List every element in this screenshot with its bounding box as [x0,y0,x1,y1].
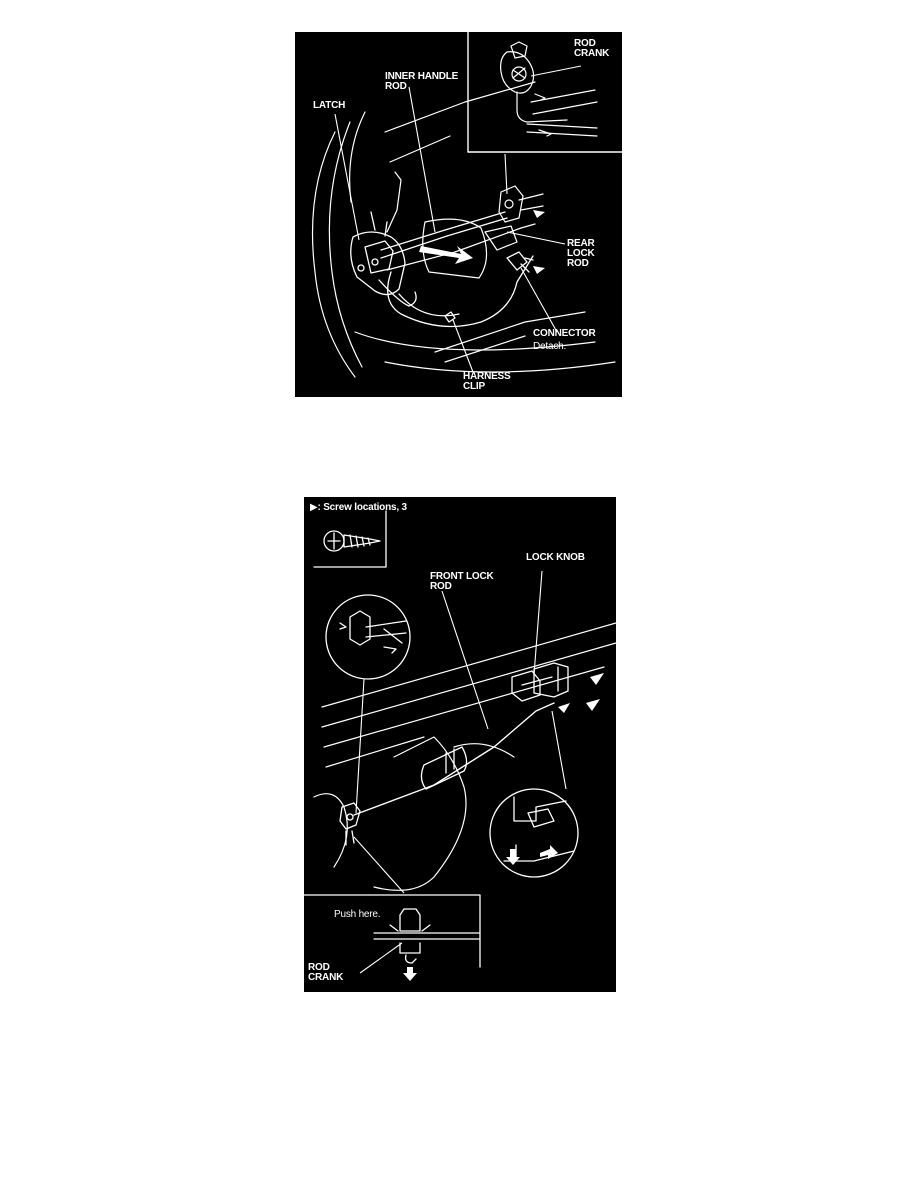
rod-end [387,172,401,232]
connector-note: Detach. [533,341,567,352]
latch-line-art [295,32,622,397]
push-here-label: Push here. [334,909,381,920]
front-lock-rod-label: FRONT LOCK ROD [430,571,494,592]
push-rod-crank-leader [360,943,402,973]
inner-handle-rod-leader [409,87,435,232]
rod-crank-leader [354,837,404,893]
door-panel-contours [314,623,616,890]
lock-knob-label: LOCK KNOB [526,552,585,563]
detail-arrow-icons [506,845,558,865]
inset-leader-line [505,154,507,194]
push-down-arrow-icon [403,967,417,981]
latch-assembly [351,212,416,306]
latch-leader [335,114,359,240]
upper-detail-circle [326,595,410,679]
screw-icon [324,531,380,551]
lower-detail-circle [490,789,578,877]
connector-label: CONNECTOR [533,328,596,339]
lock-knob-leader [534,571,542,675]
rear-door-latch-diagram [295,32,622,397]
push-rod-crank-label: ROD CRANK [308,962,344,983]
door-panel-opening [423,219,517,278]
latch-label: LATCH [313,100,346,111]
inner-handle-rod [381,212,505,250]
rod-crank-leader [531,66,581,76]
push-here-inset-border [304,895,480,967]
lock-knob-assembly [512,663,568,701]
lower-detail-leader [552,711,566,789]
inner-handle-rod-label: INNER HANDLE ROD [385,71,459,92]
rod-crank [340,803,360,845]
harness-clip-leader [453,320,473,372]
push-here-illustration [374,909,480,963]
rear-lock-rod-label: REAR LOCK ROD [567,238,595,269]
rod-crank-label: ROD CRANK [574,38,610,59]
front-lock-rod-diagram [304,497,616,992]
wire-harness [388,256,533,327]
connector-leader [521,268,557,332]
upper-detail-leader [356,679,364,813]
harness-clip-label: HARNESS CLIP [463,371,511,392]
front-lock-rod-leader [442,591,488,729]
screw-locations-label: ▶: Screw locations, 3 [310,502,407,513]
